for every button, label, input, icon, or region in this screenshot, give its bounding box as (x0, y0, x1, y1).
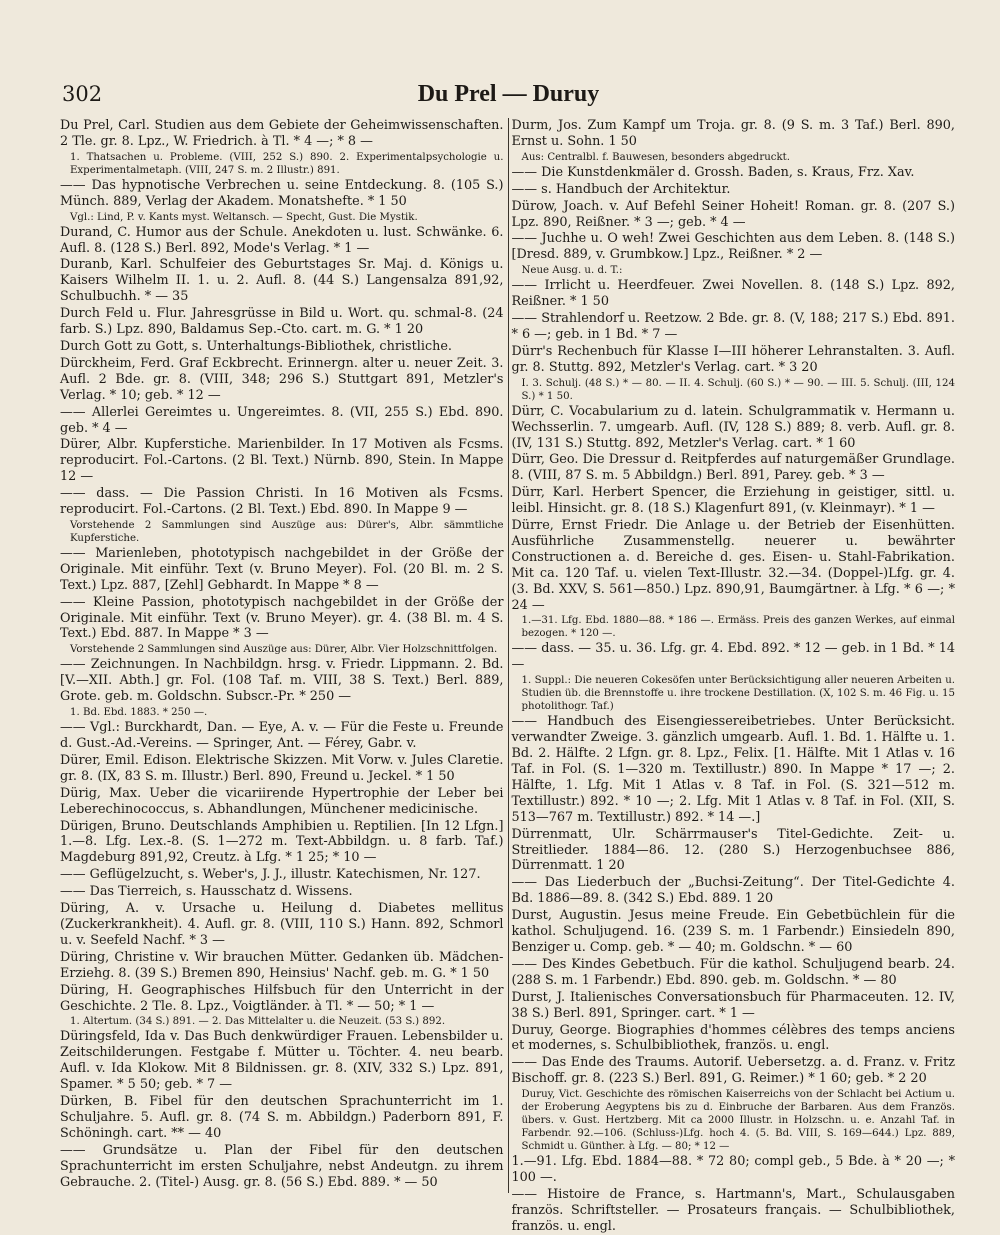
bibliography-entry: Dürow, Joach. v. Auf Befehl Seiner Hoheit! Roman. gr. 8. (207 S.) Lpz. 890, Reißner. * 3 —; geb. * 4 — (511, 198, 955, 230)
bibliography-entry: —— Allerlei Gereimtes u. Ungereimtes. 8. (VII, 255 S.) Ebd. 890. geb. * 4 — (60, 404, 504, 436)
column-divider (508, 118, 509, 1193)
entry-note: Vorstehende 2 Sammlungen sind Auszüge aus: Dürer, Albr. Vier Holzschnittfolgen. (70, 644, 498, 656)
bibliography-entry: —— Geflügelzucht, s. Weber's, J. J., illustr. Katechismen, Nr. 127. (60, 867, 481, 883)
entry-note: 1. Suppl.: Die neueren Cokesöfen unter Berücksichtigung aller neueren Arbeiten u. Studien üb. die Brennstoffe u. ihre trockene Destillation. (X, 102 S. m. 46 Fig. u. 15 photolithogr. Taf.) (521, 675, 955, 713)
left-column (60, 118, 504, 1205)
bibliography-entry: —— Des Kindes Gebetbuch. Für die kathol. Schuljugend bearb. 24. (288 S. m. 1 Farbendr.) Ebd. 890. geb. m. Goldschn. * — 80 (511, 956, 955, 988)
bibliography-entry: 1.—91. Lfg. Ebd. 1884—88. * 72 80; compl geb., 5 Bde. à * 20 —; * 100 —. (511, 1154, 955, 1186)
page-number: 302 (62, 82, 103, 106)
bibliography-entry: —— Juchhe u. O weh! Zwei Geschichten aus dem Leben. 8. (148 S.) [Dresd. 889, v. Grumbkow.] Lpz., Reißner. * 2 — (511, 231, 955, 263)
bibliography-entry: —— Marienleben, phototypisch nachgebildet in der Größe der Originale. Mit einführ. Text (v. Bruno Meyer). Fol. (20 Bl. m. 2 S. Text.) Lpz. 887, [Zehl] Gebhardt. In Mappe * 8 — (60, 545, 504, 593)
bibliography-entry: —— Irrlicht u. Heerdfeuer. Zwei Novellen. 8. (148 S.) Lpz. 892, Reißner. * 1 50 (511, 278, 955, 310)
bibliography-entry: Dürigen, Bruno. Deutschlands Amphibien u. Reptilien. [In 12 Lfgn.] 1.—8. Lfg. Lex.-8. (S. 1—272 m. Text-Abbildgn. u. 8 farb. Taf.) Magdeburg 891,92, Creutz. à Lfg. * 1 25; * 10 — (60, 818, 504, 866)
bibliography-entry: Dürrenmatt, Ulr. Schärrmauser's Titel-Gedichte. Zeit- u. Streitlieder. 1884—86. 12. (280 S.) Herzogenbuchsee 886, Dürrenmatt. 1 20 (511, 826, 955, 874)
bibliography-entry: —— Handbuch des Eisengiessereibetriebes. Unter Berücksicht. verwandter Zweige. 3. gänzlich umgearb. Aufl. 1. Bd. 1. Hälfte u. 1. Bd. 2. Hälfte. 2 Lfgn. gr. 8. Lpz., Felix. [1. Hälfte. Mit 1 Atlas v. 16 Taf. in Fol. (S. 1—320 m. Textillustr.) 890. In Mappe * 17 —; 2. Hälfte, 1. Lfg. Mit 1 Atlas v. 8 Taf. in Fol. (S. 321—512 m. Textillustr.) 892. * 10 —; 2. Lfg. Mit 1 Atlas v. 8 Taf. in Fol. (XII, S. 513—767 m. Textillustr.) 892. * 14 —.] (511, 714, 955, 825)
entry-note: Neue Ausg. u. d. T.: (521, 265, 623, 277)
entry-note: 1. Thatsachen u. Probleme. (VIII, 252 S.) 890. 2. Experimentalpsychologie u. Experimentalmetaph. (VIII, 247 S. m. 2 Illustr.) 891. (70, 151, 504, 176)
bibliography-entry: Dürre, Ernst Friedr. Die Anlage u. der Betrieb der Eisenhütten. Ausführliche Zusammenstellg. neuerer u. bewährter Constructionen a. d. Bereiche d. ges. Eisen- u. Stahl-Fabrikation. Mit ca. 120 Taf. u. vielen Text-Illustr. 32.—34. (Doppel-)Lfg. gr. 4. (3. Bd. XXV, S. 561—850.) Lpz. 890,91, Baumgärtner. à Lfg. * 6 —; * 24 — (511, 518, 955, 613)
entry-note: Duruy, Vict. Geschichte des römischen Kaiserreichs von der Schlacht bei Actium u. der Eroberung Aegyptens bis zu d. Einbruche der Barbaren. Aus dem Französ. übers. v. Gust. Hertzberg. Mit ca 2000 Illustr. in Holzschn. u. e. Anzahl Taf. in Farbendr. 92.—106. (Schluss-)Lfg. hoch 4. (5. Bd. VIII, S. 169—644.) Lpz. 889, Schmidt u. Günther. à Lfg. — 80; * 12 — (521, 1089, 955, 1153)
bibliography-entry: Durst, Augustin. Jesus meine Freude. Ein Gebetbüchlein für die kathol. Schuljugend. 16. (239 S. m. 1 Farbendr.) Einsiedeln 890, Benziger u. Comp. geb. * — 40; m. Goldschn. * — 60 (511, 908, 955, 955)
bibliography-entry: Durand, C. Humor aus der Schule. Anekdoten u. lust. Schwänke. 6. Aufl. 8. (128 S.) Berl. 892, Mode's Verlag. * 1 — (60, 224, 504, 256)
bibliography-entry: Düringsfeld, Ida v. Das Buch denkwürdiger Frauen. Lebensbilder u. Zeitschilderungen. Festgabe f. Mütter u. Töchter. 4. neu bearb. Aufl. v. Ida Klokow. Mit 8 Bildnissen. gr. 8. (XIV, 332 S.) Lpz. 891, Spamer. * 5 50; geb. * 7 — (60, 1029, 504, 1093)
bibliography-entry: Duranb, Karl. Schulfeier des Geburtstages Sr. Maj. d. Königs u. Kaisers Wilhelm II. 1. u. 2. Aufl. 8. (44 S.) Langensalza 891,92, Schulbuchh. * — 35 (60, 257, 504, 305)
entry-note: Vorstehende 2 Sammlungen sind Auszüge aus: Dürer's, Albr. sämmtliche Kupferstiche. (70, 519, 504, 544)
entry-note: 1. Bd. Ebd. 1883. * 250 —. (70, 707, 208, 719)
bibliography-entry: Durm, Jos. Zum Kampf um Troja. gr. 8. (9 S. m. 3 Taf.) Berl. 890, Ernst u. Sohn. 1 50 (511, 118, 955, 149)
bibliography-entry: Dürig, Max. Ueber die vicariirende Hypertrophie der Leber bei Leberechinococcus, s. Abhandlungen, Münchener medicinische. (60, 785, 504, 817)
bibliography-entry: Dürckheim, Ferd. Graf Eckbrecht. Erinnergn. alter u. neuer Zeit. 3. Aufl. 2 Bde. gr. 8. (VIII, 348; 296 S.) Stuttgart 891, Metzler's Verlag. * 10; geb. * 12 — (60, 355, 504, 403)
bibliography-entry: —— dass. — Die Passion Christi. In 16 Motiven als Fcsms. reproducirt. Fol.-Cartons. (2 Bl. Text.) Ebd. 890. In Mappe 9 — (60, 486, 504, 518)
right-column (511, 118, 956, 1234)
bibliography-entry: Düring, H. Geographisches Hilfsbuch für den Unterricht in der Geschichte. 2 Tle. 8. Lpz., Voigtländer. à Tl. * — 50; * 1 — (60, 982, 504, 1014)
bibliography-entry: —— Histoire de France, s. Hartmann's, Mart., Schulausgaben französ. Schriftsteller. — Prosateurs français. — Schulbibliothek, französ. u. engl. (511, 1186, 955, 1234)
bibliography-entry: —— Grundsätze u. Plan der Fibel für den deutschen Sprachunterricht im ersten Schuljahre, nebst Andeutgn. zu ihrem Gebrauche. 2. (Titel-) Ausg. gr. 8. (56 S.) Ebd. 889. * — 50 (60, 1142, 504, 1190)
bibliography-entry: —— Das Tierreich, s. Hausschatz d. Wissens. (60, 884, 353, 900)
bibliography-entry: Dürr's Rechenbuch für Klasse I—III höherer Lehranstalten. 3. Aufl. gr. 8. Stuttg. 892, Metzler's Verlag. cart. * 3 20 (511, 343, 955, 375)
bibliography-entry: Dürer, Albr. Kupferstiche. Marienbilder. In 17 Motiven als Fcsms. reproducirt. Fol.-Cartons. (2 Bl. Text.) Nürnb. 890, Stein. In Mappe 12 — (60, 437, 504, 485)
bibliography-entry: —— s. Handbuch der Architektur. (511, 181, 731, 197)
bibliography-entry: —— Das Liederbuch der „Buchsi-Zeitung“. Der Titel-Gedichte 4. Bd. 1886—89. 8. (342 S.) Ebd. 889. 1 20 (511, 875, 955, 907)
bibliography-entry: Dürer, Emil. Edison. Elektrische Skizzen. Mit Vorw. v. Jules Claretie. gr. 8. (IX, 83 S. m. Illustr.) Berl. 890, Freund u. Jeckel. * 1 50 (60, 752, 504, 784)
bibliography-entry: —— Strahlendorf u. Reetzow. 2 Bde. gr. 8. (V, 188; 217 S.) Ebd. 891. * 6 —; geb. in 1 Bd. * 7 — (511, 311, 955, 342)
entry-note: Aus: Centralbl. f. Bauwesen, besonders abgedruckt. (521, 151, 790, 163)
bibliography-entry: Durch Feld u. Flur. Jahresgrüsse in Bild u. Wort. qu. schmal-8. (24 farb. S.) Lpz. 890, Baldamus Sep.-Cto. cart. m. G. * 1 20 (60, 306, 504, 338)
entry-note: 1. Altertum. (34 S.) 891. — 2. Das Mittelalter u. die Neuzeit. (53 S.) 892. (70, 1016, 446, 1028)
bibliography-entry: Du Prel, Carl. Studien aus dem Gebiete der Geheimwissenschaften. 2 Tle. gr. 8. Lpz., W. Friedrich. à Tl. * 4 —; * 8 — (60, 118, 504, 149)
entry-note: Vgl.: Lind, P. v. Kants myst. Weltansch. — Specht, Gust. Die Mystik. (70, 211, 418, 223)
bibliography-entry: —— dass. — 35. u. 36. Lfg. gr. 4. Ebd. 892. * 12 — geb. in 1 Bd. * 14 — (511, 641, 955, 673)
entry-note: I. 3. Schulj. (48 S.) * — 80. — II. 4. Schulj. (60 S.) * — 90. — III. 5. Schulj. (III, 124 S.) * 1 50. (521, 377, 955, 402)
bibliography-entry: —— Zeichnungen. In Nachbildgn. hrsg. v. Friedr. Lippmann. 2. Bd. [V.—XII. Abth.] gr. Fol. (108 Taf. m. VIII, 38 S. Text.) Berl. 889, Grote. geb. m. Goldschn. Subscr.-Pr. * 250 — (60, 657, 504, 705)
bibliography-entry: Durch Gott zu Gott, s. Unterhaltungs-Bibliothek, christliche. (60, 338, 452, 354)
bibliography-entry: —— Kleine Passion, phototypisch nachgebildet in der Größe der Originale. Mit einführ. Text (v. Bruno Meyer). gr. 4. (38 Bl. m. 4 S. Text.) Ebd. 887. In Mappe * 3 — (60, 594, 504, 642)
bibliography-entry: —— Das Ende des Traums. Autorif. Uebersetzg. a. d. Franz. v. Fritz Bischoff. gr. 8. (223 S.) Berl. 891, G. Reimer.) * 1 60; geb. * 2 20 (511, 1055, 955, 1087)
bibliography-entry: Dürr, Karl. Herbert Spencer, die Erziehung in geistiger, sittl. u. leibl. Hinsicht. gr. 8. (18 S.) Klagenfurt 891, (v. Kleinmayr). * 1 — (511, 485, 955, 517)
two-column-body (60, 118, 955, 1234)
bibliography-entry: Düring, A. v. Ursache u. Heilung d. Diabetes mellitus (Zuckerkrankheit). 4. Aufl. gr. 8. (VIII, 110 S.) Hann. 892, Schmorl u. v. Seefeld Nachf. * 3 — (60, 901, 504, 948)
page-header (62, 72, 955, 116)
running-title: Du Prel — Duruy (417, 80, 600, 107)
bibliography-entry: Düring, Christine v. Wir brauchen Mütter. Gedanken üb. Mädchen-Erziehg. 8. (39 S.) Bremen 890, Heinsius' Nachf. geb. m. G. * 1 50 (60, 949, 504, 981)
bibliography-entry: —— Die Kunstdenkmäler d. Grossh. Baden, s. Kraus, Frz. Xav. (511, 164, 915, 180)
bibliography-entry: Durst, J. Italienisches Conversationsbuch für Pharmaceuten. 12. IV, 38 S.) Berl. 891, Springer. cart. * 1 — (511, 989, 955, 1021)
bibliography-entry: Dürr, Geo. Die Dressur d. Reitpferdes auf naturgemäßer Grundlage. 8. (VIII, 87 S. m. 5 Abbildgn.) Berl. 891, Parey. geb. * 3 — (511, 452, 955, 484)
bibliography-entry: Dürr, C. Vocabularium zu d. latein. Schulgrammatik v. Hermann u. Wechsserlin. 7. umgearb. Aufl. (IV, 128 S.) 889; 8. verb. Aufl. gr. 8. (IV, 131 S.) Stuttg. 892, Metzler's Verlag. cart. * 1 60 (511, 403, 955, 451)
bibliography-entry: Duruy, George. Biographies d'hommes célèbres des temps anciens et modernes, s. Schulbibliothek, französ. u. engl. (511, 1022, 955, 1054)
bibliography-entry: Dürken, B. Fibel für den deutschen Sprachunterricht im 1. Schuljahre. 5. Aufl. gr. 8. (74 S. m. Abbildgn.) Paderborn 891, F. Schöningh. cart. ** — 40 (60, 1094, 504, 1141)
bibliography-entry: —— Das hypnotische Verbrechen u. seine Entdeckung. 8. (105 S.) Münch. 889, Verlag der Akadem. Monatshefte. * 1 50 (60, 177, 504, 209)
bibliography-entry: —— Vgl.: Burckhardt, Dan. — Eye, A. v. — Für die Feste u. Freunde d. Gust.-Ad.-Vereins. — Springer, Ant. — Férey, Gabr. v. (60, 720, 504, 751)
entry-note: 1.—31. Lfg. Ebd. 1880—88. * 186 —. Ermäss. Preis des ganzen Werkes, auf einmal bezogen. * 120 —. (521, 615, 955, 640)
